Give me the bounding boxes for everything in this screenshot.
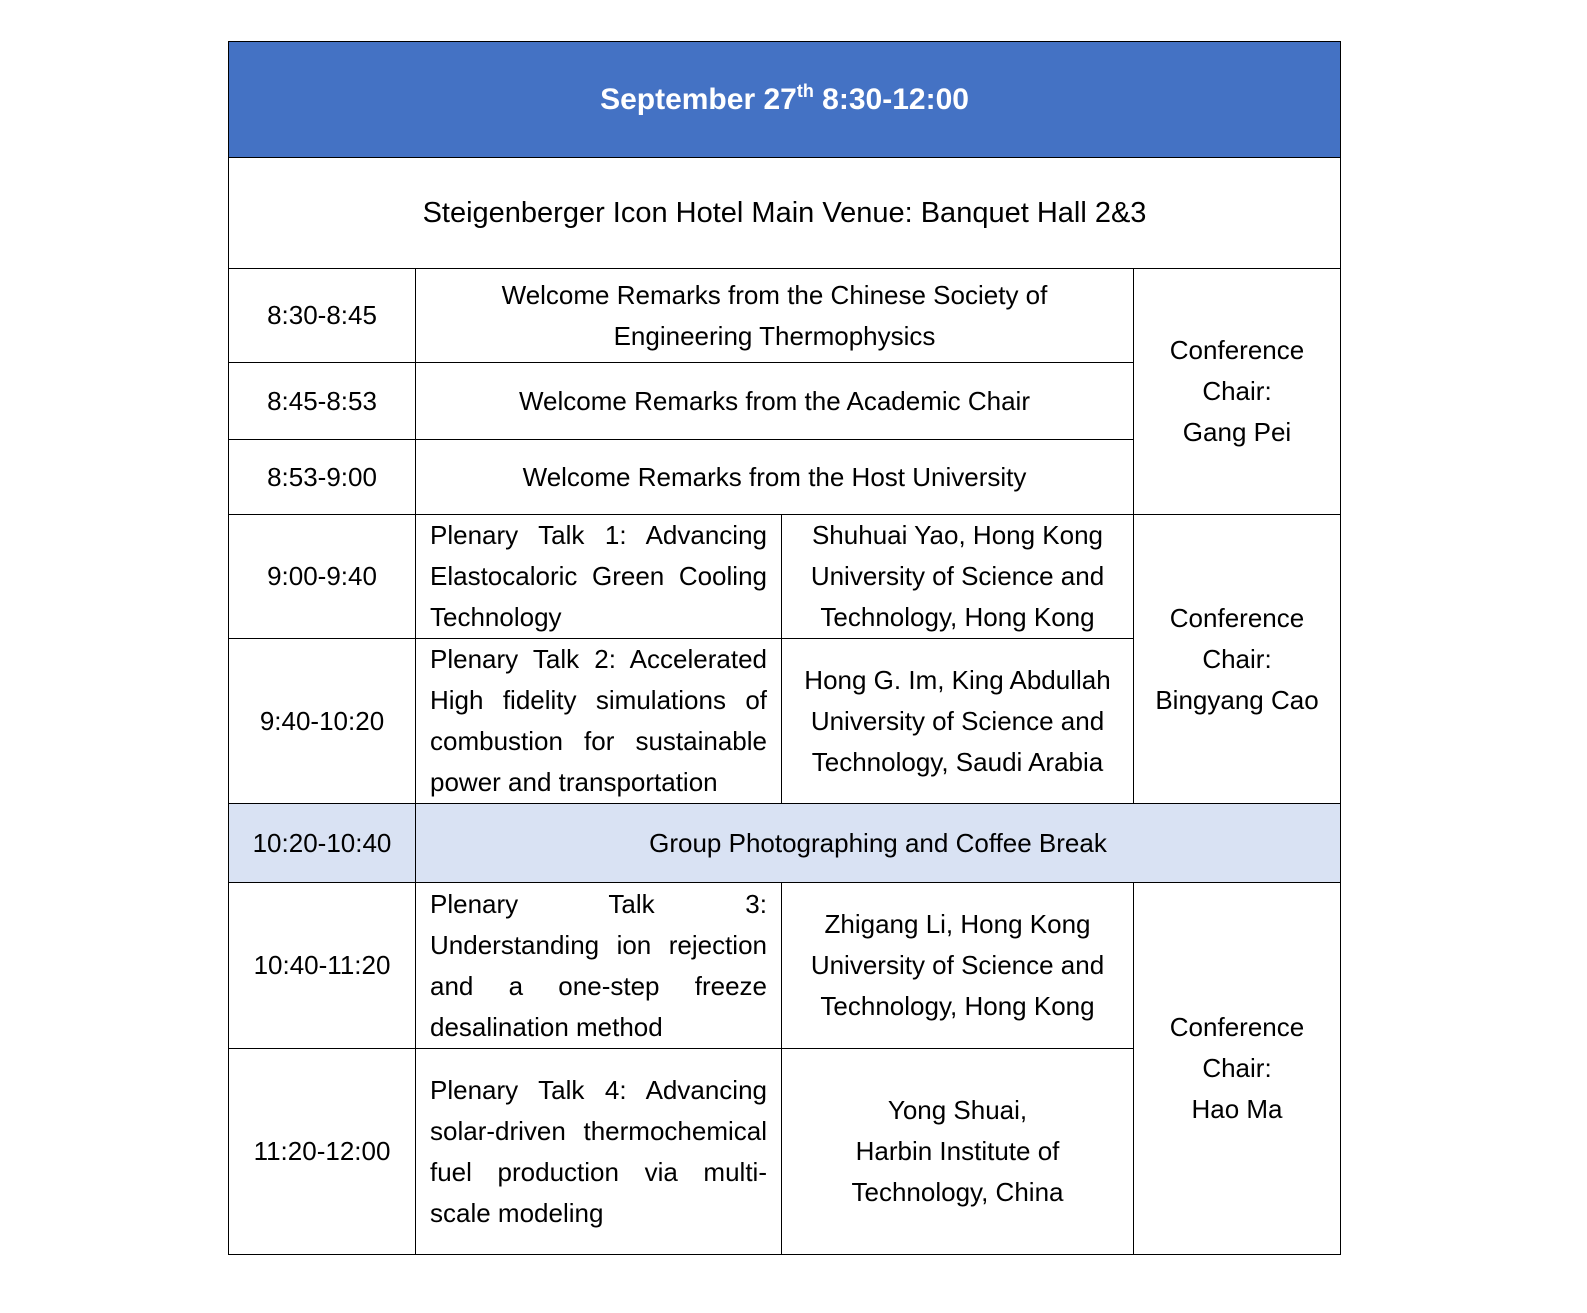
speaker-line: Technology, China [851,1177,1064,1207]
time-cell: 9:40-10:20 [229,639,416,804]
chair-label: Chair: [1202,643,1272,674]
session-title: Welcome Remarks from the Host University [416,440,1134,515]
time-cell: 8:53-9:00 [229,440,416,515]
time-cell: 11:20-12:00 [229,1049,416,1255]
schedule-row [229,515,1341,639]
time-cell: 8:45-8:53 [229,363,416,440]
chair-name: Hao Ma [1191,1094,1283,1124]
talk-title: Plenary Talk 2: Accelerated High fidelity simulations of combustion for sustainable power and transportation [416,639,782,804]
chair-name: Gang Pei [1182,417,1292,447]
session-title: Welcome Remarks from the Academic Chair [416,363,1134,440]
venue-row [229,158,1341,269]
time-cell: 10:20-10:40 [229,804,416,883]
date-prefix: September 27 [600,83,797,116]
session-title-line: Engineering Thermophysics [613,320,936,351]
speaker-line: Harbin Institute of [855,1136,1060,1166]
session-title [416,269,1134,363]
venue-title: Steigenberger Icon Hotel Main Venue: Banquet Hall 2&3 [229,158,1341,269]
chair-label: Chair: [1202,376,1272,406]
speaker [782,1049,1134,1255]
talk-title: Plenary Talk 1: Advancing Elastocaloric Green Cooling Technology [416,515,782,639]
date-time: 8:30-12:00 [822,83,969,116]
speaker: Hong G. Im, King Abdullah University of Science and Technology, Saudi Arabia [782,639,1134,804]
chair-label: Chair: [1202,1053,1272,1083]
speaker: Zhigang Li, Hong Kong University of Science and Technology, Hong Kong [782,883,1134,1049]
chair-cell [1134,515,1341,804]
chair-label: Conference [1169,335,1305,365]
break-row [229,804,1341,883]
date-superscript: th [796,81,814,101]
schedule-row [229,269,1341,363]
chair-name: Bingyang Cao [1155,684,1319,715]
chair-cell [1134,883,1341,1255]
talk-title: Plenary Talk 3: Understanding ion rejection and a one-step freeze desalination method [416,883,782,1049]
session-title-line: Welcome Remarks from the Chinese Society of [501,279,1048,310]
speaker-line: Yong Shuai, [887,1095,1028,1125]
time-cell: 9:00-9:40 [229,515,416,639]
chair-cell [1134,269,1341,515]
schedule-table [228,41,1341,1255]
chair-label: Conference [1169,602,1305,633]
date-header [229,42,1341,158]
chair-label: Conference [1169,1012,1305,1042]
schedule-row [229,883,1341,1049]
talk-title: Plenary Talk 4: Advancing solar-driven thermochemical fuel production via multi-scale modeling [416,1049,782,1255]
date-header-row [229,42,1341,158]
time-cell: 10:40-11:20 [229,883,416,1049]
time-cell: 8:30-8:45 [229,269,416,363]
speaker: Shuhuai Yao, Hong Kong University of Science and Technology, Hong Kong [782,515,1134,639]
break-title: Group Photographing and Coffee Break [416,804,1341,883]
